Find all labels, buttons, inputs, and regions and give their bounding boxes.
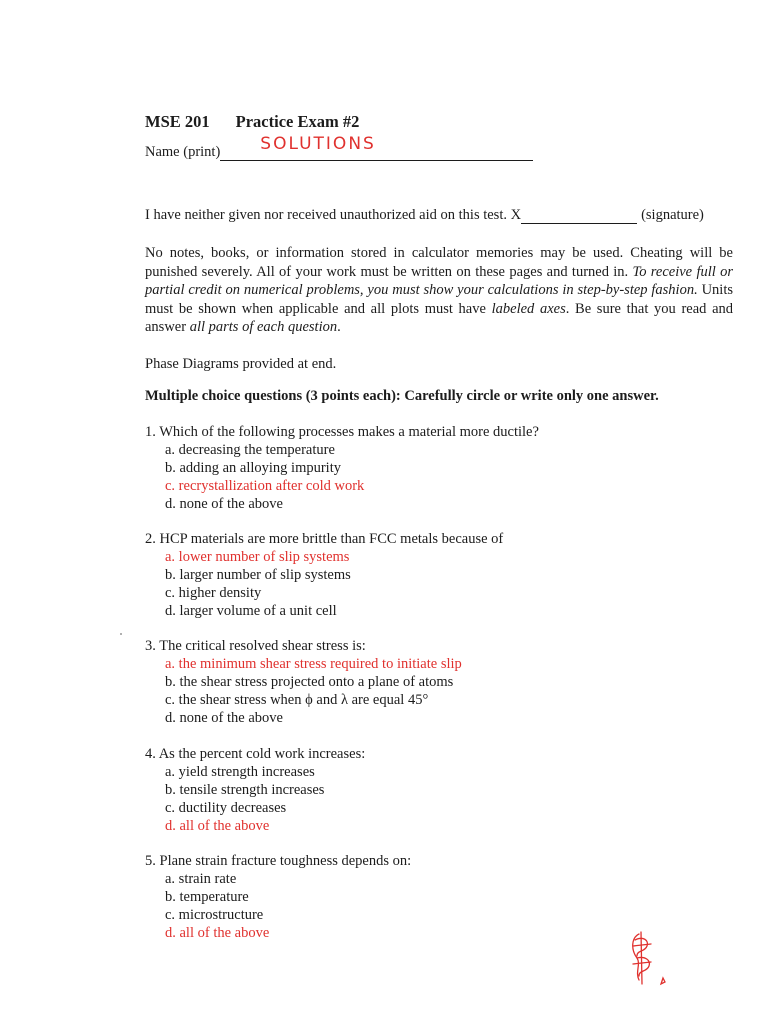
stray-mark bbox=[120, 633, 122, 635]
rules-italic-axes: labeled axes bbox=[491, 300, 566, 317]
mc-heading: Multiple choice questions (3 points each): Carefully circle or write only one answer. bbox=[145, 388, 659, 404]
answer-option-a[interactable]: a. strain rate bbox=[165, 871, 237, 887]
exam-title bbox=[145, 112, 359, 132]
answer-option-d[interactable]: d. larger volume of a unit cell bbox=[165, 603, 337, 619]
name-label: Name (print) bbox=[145, 144, 221, 160]
name-blank bbox=[220, 134, 533, 161]
rules-italic-credit: To receive full or partial credit on numerical problems, you must show your calculations in step-by-step fashion. bbox=[145, 263, 733, 298]
answer-option-c[interactable]: c. microstructure bbox=[165, 907, 264, 923]
question-3 bbox=[145, 637, 735, 727]
answer-option-b[interactable]: b. temperature bbox=[165, 889, 249, 905]
answer-option-a[interactable]: a. lower number of slip systems bbox=[165, 549, 350, 565]
signature-blank bbox=[521, 209, 637, 224]
question-stem: 2. HCP materials are more brittle than FCC metals because of bbox=[145, 531, 504, 547]
answer-option-b[interactable]: b. the shear stress projected onto a plane of atoms bbox=[165, 674, 454, 690]
answer-option-d[interactable]: d. all of the above bbox=[165, 925, 270, 941]
question-stem: 5. Plane strain fracture toughness depends on: bbox=[145, 853, 412, 869]
question-stem: 4. As the percent cold work increases: bbox=[145, 746, 366, 762]
answer-option-c[interactable]: c. recrystallization after cold work bbox=[165, 478, 365, 494]
answer-options bbox=[145, 763, 735, 835]
answer-option-a[interactable]: a. the minimum shear stress required to initiate slip bbox=[165, 656, 462, 672]
answer-option-b[interactable]: b. adding an alloying impurity bbox=[165, 460, 341, 476]
answer-option-c[interactable]: c. ductility decreases bbox=[165, 800, 287, 816]
answer-option-c[interactable]: c. higher density bbox=[165, 585, 262, 601]
answer-option-a[interactable]: a. decreasing the temperature bbox=[165, 442, 335, 458]
answer-options bbox=[145, 441, 735, 513]
answer-option-a[interactable]: a. yield strength increases bbox=[165, 764, 315, 780]
answer-option-b[interactable]: b. larger number of slip systems bbox=[165, 567, 351, 583]
honor-statement bbox=[145, 207, 704, 224]
name-field bbox=[145, 134, 533, 161]
answer-options bbox=[145, 655, 735, 727]
rules-italic-parts: all parts of each question bbox=[189, 319, 338, 335]
rules-period: . bbox=[337, 319, 341, 335]
rules-text: No notes, books, or information stored in calculator memories may be used. Cheating will be punished severely. All of your work must be written on these pages and turned in. bbox=[145, 245, 733, 280]
answer-options bbox=[145, 548, 735, 620]
course-code: MSE 201 bbox=[145, 112, 210, 131]
exam-rules bbox=[145, 244, 733, 337]
question-2 bbox=[145, 530, 735, 620]
rules-text-read: . Be sure that you read and answer bbox=[145, 300, 734, 335]
honor-text: I have neither given nor received unauthorized aid on this test. X bbox=[145, 207, 522, 223]
handwritten-initials-scribble bbox=[625, 928, 675, 988]
signature-label: (signature) bbox=[641, 207, 704, 223]
exam-name: Practice Exam #2 bbox=[235, 112, 360, 131]
question-stem: 3. The critical resolved shear stress is: bbox=[145, 638, 366, 654]
phase-diagrams-note: Phase Diagrams provided at end. bbox=[145, 356, 337, 372]
question-stem: 1. Which of the following processes makes a material more ductile? bbox=[145, 424, 539, 440]
answer-option-c[interactable]: c. the shear stress when ϕ and λ are equal 45° bbox=[165, 692, 429, 708]
answer-option-d[interactable]: d. none of the above bbox=[165, 496, 283, 512]
answer-option-d[interactable]: d. none of the above bbox=[165, 710, 283, 726]
rules-text-units: Units must be shown when applicable and all plots must have bbox=[145, 282, 734, 317]
question-4 bbox=[145, 745, 735, 835]
question-1 bbox=[145, 423, 735, 513]
name-handwritten: SOLUTIONS bbox=[260, 134, 376, 154]
answer-option-d[interactable]: d. all of the above bbox=[165, 818, 270, 834]
answer-option-b[interactable]: b. tensile strength increases bbox=[165, 782, 325, 798]
